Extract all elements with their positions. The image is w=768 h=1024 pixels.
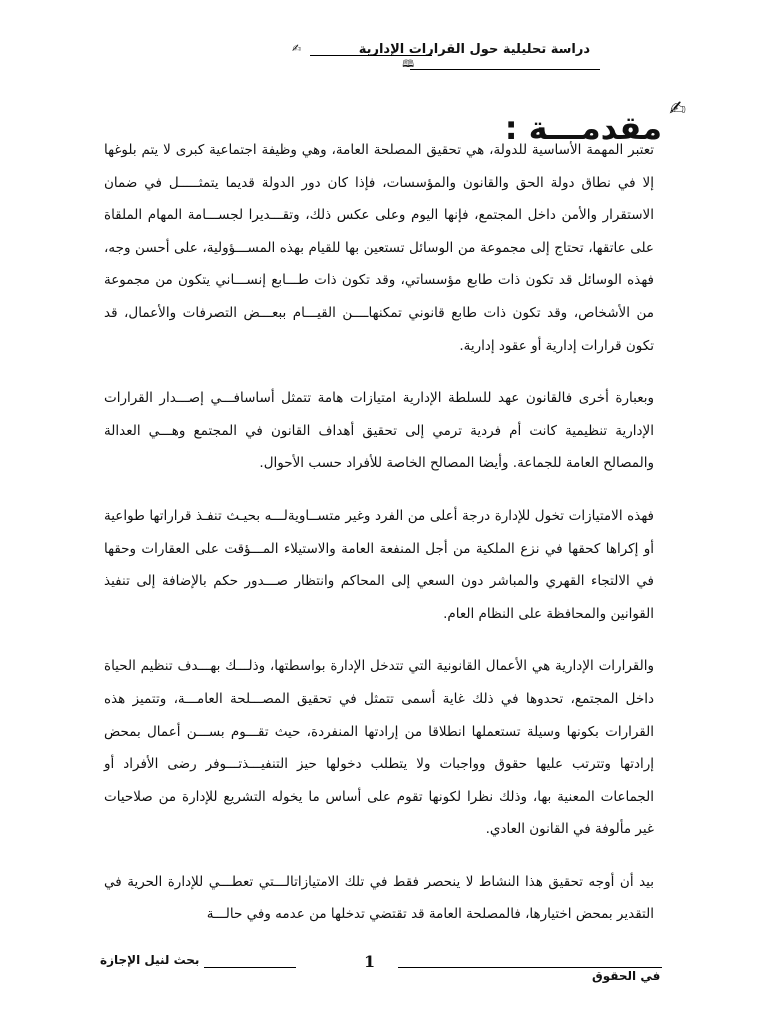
page-number: 1 [364,952,376,971]
footer-field-label: في الحقوق [592,969,661,983]
footer-degree-label: بحث لنيل الإجازة [100,953,200,967]
page-footer [0,950,768,990]
header-rule-lower [410,69,600,70]
writing-hand-icon: ✍ [292,42,302,55]
running-header [280,40,600,76]
footer-rule-right [398,967,662,968]
header-title: دراسة تحليلية حول القرارات الإدارية [358,42,590,57]
paragraph: وبعبارة أخرى فالقانون عهد للسلطة الإدارية امتيازات هامة تتمثل أساسافـــي إصـــدار القرارات الإدارية تنظيمية كانت أم فردية ترمي إلى تحقيق أهداف القانون في المجتمع وهـــي العدالة والمصالح العامة للجماعة. وأيضا المصالح الخاصة للأفراد حسب الأحوال. [104,390,654,472]
header-rule [310,55,432,56]
section-title: مقدمـــة : [504,109,662,148]
book-icon: 🕮 [402,59,414,70]
paragraph: والقرارات الإدارية هي الأعمال القانونية التي تتدخل الإدارة بواسطتها، وذلـــك بهـــدف تنظيم الحياة داخل المجتمع، تحدوها في ذلك غاية أسمى تتمثل في تحقيق المصـــلحة العامـــة، وتتميز هذه القرارات بكونها وسيلة تستعملها انطلاقا من إرادتها المنفردة، حيث تقـــوم بســـن أعمال بمحض إرادتها وتترتب عليها حقوق وواجبات ولا يتطلب دخولها حيز التنفيـــذتـــوفر رضى الأفراد أو الجماعات المعنية بها، وذلك نظرا لكونها تقوم على أساس ما يخوله التشريع للإدارة من صلاحيات غير مألوفة في القانون العادي. [104,658,654,838]
writing-hand-icon: ✍ [669,96,686,120]
paragraph: فهذه الامتيازات تخول للإدارة درجة أعلى من الفرد وغير متســاويةلـــه بحيـث تنفـذ قراراتها طواعية أو إكراها كحقها في نزع الملكية من أجل المنفعة العامة والاستيلاء المـــؤقت على العقارات وحقها في الالتجاء القهري والمباشر دون السعي إلى المحاكم وانتظار صـــدور حكم بالإضافة إلى تنفيذ القوانين والمحافظة على النظام العام. [104,507,654,622]
paragraph: تعتبر المهمة الأساسية للدولة، هي تحقيق المصلحة العامة، وهي وظيفة اجتماعية كبرى لا يتم بلوغها إلا في نطاق دولة الحق والقانون والمؤسسات، فإذا كان دور الدولة قديما يتمثـــــل في ضمان الاستقرار والأمن داخل المجتمع، فإنها اليوم وعلى عكس ذلك، وتقـــديرا لجســـامة المهام الملقاة على عاتقها، تحتاج إلى مجموعة من الوسائل تستعين بها للقيام بهذه المســـؤولية، على أحسن وجه، فهذه الوسائل قد تكون ذات طابع مؤسساتي، وقد تكون ذات طـــابع إنســـاني يتكون من مجموعة من الأشخاص، وقد تكون ذات طابع قانوني تمكنهاــــن القيـــام ببعـــض التصرفات والأعمال، قد تكون قرارات إدارية أو عقود إدارية. [104,142,654,354]
body-text [104,134,654,951]
paragraph: بيد أن أوجه تحقيق هذا النشاط لا ينحصر فقط في تلك الامتيازاتالـــتي تعطـــي للإدارة الحرية في التقدير بمحض اختيارها، فالمصلحة العامة قد تقتضي تدخلها من عدمه وفي حالـــة [104,873,654,923]
footer-rule-left [204,967,296,968]
